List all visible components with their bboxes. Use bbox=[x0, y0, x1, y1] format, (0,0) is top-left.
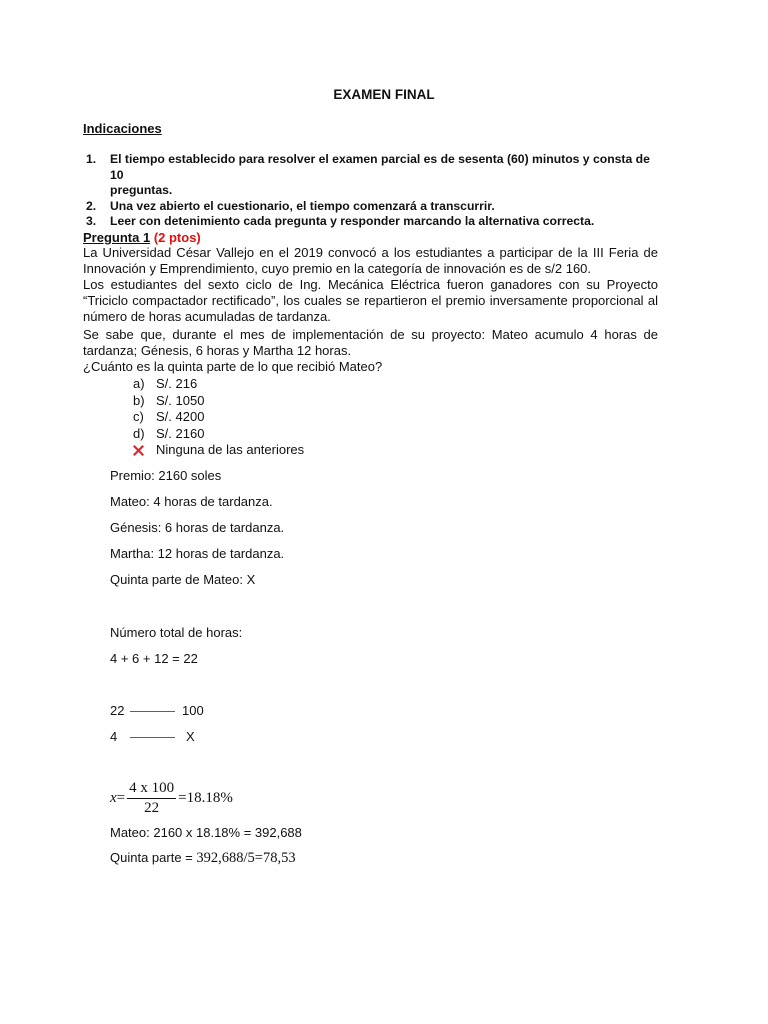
x-mark-icon bbox=[131, 443, 146, 458]
rule-row-2-left: 4 bbox=[110, 729, 118, 744]
formula-equals: = bbox=[178, 790, 187, 806]
formula-equals: = bbox=[116, 790, 126, 806]
formula-variable: x bbox=[110, 790, 117, 806]
option-d[interactable] bbox=[133, 426, 304, 443]
work-mateo: Mateo: 4 horas de tardanza. bbox=[110, 494, 273, 509]
rule-row-1-left: 22 bbox=[110, 703, 125, 718]
indication-text: Una vez abierto el cuestionario, el tiempo comenzará a transcurrir. bbox=[110, 198, 495, 213]
work-quinta: Quinta parte de Mateo: X bbox=[110, 572, 256, 587]
option-c[interactable] bbox=[133, 409, 304, 426]
option-text: S/. 2160 bbox=[156, 425, 205, 441]
rule-row-2-right: X bbox=[186, 729, 195, 744]
rule-of-three-line bbox=[130, 737, 175, 738]
paragraph-line: Innovación y Emprendimiento, cuyo premio en la categoría de innovación es de s/2 160. bbox=[83, 261, 592, 277]
paragraph-line: “Triciclo compactador rectificado”, los cuales se repartieron el premio inversamente proporcional al bbox=[83, 293, 658, 309]
work-quinta-result bbox=[110, 850, 296, 867]
work-genesis: Génesis: 6 horas de tardanza. bbox=[110, 520, 285, 535]
indication-number: 2. bbox=[86, 198, 97, 213]
percentage-formula bbox=[110, 780, 233, 817]
rule-row-1-right: 100 bbox=[182, 703, 204, 718]
work-mateo-result: Mateo: 2160 x 18.18% = 392,688 bbox=[110, 825, 302, 840]
work-total-sum: 4 + 6 + 12 = 22 bbox=[110, 651, 198, 666]
formula-numerator: 4 x 100 bbox=[127, 780, 176, 799]
option-letter: b) bbox=[133, 392, 145, 408]
option-letter: a) bbox=[133, 376, 145, 391]
question-paragraph-2 bbox=[83, 277, 658, 326]
indication-number: 1. bbox=[86, 152, 97, 166]
option-text: S/. 4200 bbox=[156, 409, 205, 424]
question-ask: ¿Cuánto es la quinta parte de lo que recibió Mateo? bbox=[83, 359, 383, 374]
formula-denominator: 22 bbox=[144, 800, 160, 816]
quinta-expression: 392,688/5=78,53 bbox=[196, 850, 296, 866]
option-e[interactable] bbox=[133, 442, 304, 459]
work-premio: Premio: 2160 soles bbox=[110, 468, 222, 483]
indication-text: El tiempo establecido para resolver el examen parcial es de sesenta (60) minutos y consta de 10 bbox=[110, 152, 650, 182]
option-text: Ninguna de las anteriores bbox=[156, 442, 305, 457]
option-letter: c) bbox=[133, 409, 144, 424]
indication-item bbox=[83, 152, 663, 199]
work-martha: Martha: 12 horas de tardanza. bbox=[110, 546, 285, 561]
indication-item bbox=[83, 214, 663, 230]
option-a[interactable] bbox=[133, 376, 304, 393]
indications-heading: Indicaciones bbox=[83, 121, 162, 136]
paragraph-line: número de horas acumuladas de tardanza. bbox=[83, 309, 331, 325]
option-text: S/. 1050 bbox=[156, 392, 205, 408]
paragraph-line: tardanza; Génesis, 6 horas y Martha 12 horas. bbox=[83, 343, 352, 359]
quinta-label: Quinta parte = bbox=[110, 850, 197, 865]
question-paragraph-3 bbox=[83, 327, 658, 359]
indications-list bbox=[83, 152, 663, 230]
answer-options bbox=[133, 376, 304, 459]
indication-text: Leer con detenimiento cada pregunta y responder marcando la alternativa correcta. bbox=[110, 214, 595, 228]
option-letter: d) bbox=[133, 425, 145, 441]
paragraph-line: La Universidad César Vallejo en el 2019 convocó a los estudiantes a participar de la III Feria de bbox=[83, 245, 658, 260]
indication-item bbox=[83, 199, 663, 215]
question-heading bbox=[83, 230, 201, 245]
option-b[interactable] bbox=[133, 393, 304, 410]
question-points: (2 ptos) bbox=[153, 230, 201, 245]
paragraph-line: Los estudiantes del sexto ciclo de Ing. Mecánica Eléctrica fueron ganadores con su Proyecto bbox=[83, 277, 658, 292]
indication-number: 3. bbox=[86, 214, 97, 228]
question-label: Pregunta 1 bbox=[83, 230, 151, 245]
work-total-label: Número total de horas: bbox=[110, 625, 243, 640]
formula-result: 18.18% bbox=[186, 790, 233, 806]
formula-fraction bbox=[127, 780, 176, 817]
paragraph-line: Se sabe que, durante el mes de implementación de su proyecto: Mateo acumulo 4 horas de bbox=[83, 327, 658, 342]
option-text: S/. 216 bbox=[156, 376, 198, 391]
rule-of-three-line bbox=[130, 711, 175, 712]
indication-text-cont: preguntas. bbox=[110, 183, 173, 197]
exam-title: EXAMEN FINAL bbox=[333, 87, 435, 102]
question-paragraph-1 bbox=[83, 245, 658, 277]
